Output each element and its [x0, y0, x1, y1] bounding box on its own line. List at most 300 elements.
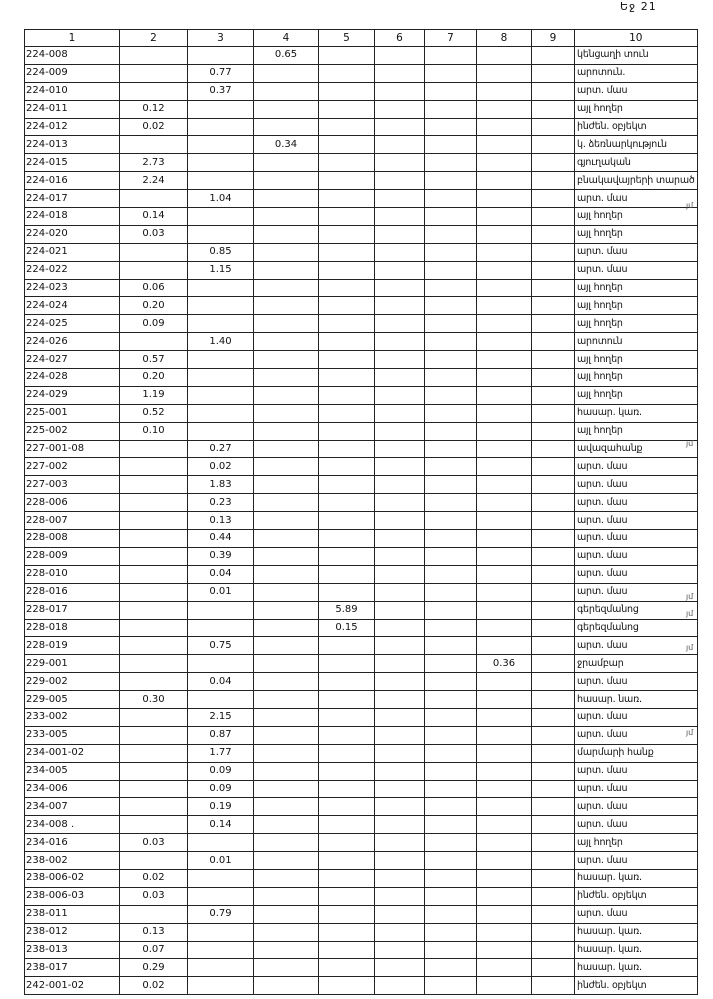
area-cell — [425, 547, 477, 565]
area-cell — [425, 118, 477, 136]
parcel-code-cell: 227-002 — [25, 458, 120, 476]
area-cell — [532, 512, 575, 530]
area-cell — [375, 619, 425, 637]
area-cell — [319, 762, 375, 780]
area-cell — [254, 333, 319, 351]
area-cell — [532, 118, 575, 136]
area-cell — [425, 315, 477, 333]
parcel-code-cell: 224-021 — [25, 243, 120, 261]
area-cell — [375, 261, 425, 279]
area-cell — [477, 887, 532, 905]
area-cell — [532, 82, 575, 100]
land-use-cell: արտ. մաս — [575, 494, 698, 512]
land-use-cell: այլ հողեր — [575, 208, 698, 226]
parcel-code-cell: 224-028 — [25, 369, 120, 387]
area-cell — [375, 762, 425, 780]
table-row — [25, 977, 698, 995]
land-use-cell: հասար. կառ. — [575, 941, 698, 959]
area-cell — [319, 64, 375, 82]
table-row — [25, 476, 698, 494]
land-use-cell: արտ. մաս — [575, 708, 698, 726]
area-cell — [477, 118, 532, 136]
table-row — [25, 726, 698, 744]
area-cell — [532, 422, 575, 440]
area-cell — [375, 225, 425, 243]
table-row — [25, 261, 698, 279]
table-row — [25, 941, 698, 959]
area-cell: 0.04 — [188, 673, 254, 691]
land-use-cell: այլ հողեր — [575, 369, 698, 387]
area-cell — [425, 404, 477, 422]
area-cell — [254, 923, 319, 941]
area-cell — [425, 798, 477, 816]
land-use-cell: արտ. մաս — [575, 816, 698, 834]
land-use-cell: գերեզմանոց — [575, 619, 698, 637]
parcel-code-cell: 227-003 — [25, 476, 120, 494]
column-header: 9 — [532, 30, 575, 47]
area-cell — [375, 154, 425, 172]
area-cell — [477, 333, 532, 351]
table-row — [25, 673, 698, 691]
area-cell — [120, 440, 188, 458]
land-use-cell: հասար. կառ. — [575, 959, 698, 977]
area-cell — [319, 494, 375, 512]
area-cell — [532, 601, 575, 619]
area-cell: 0.19 — [188, 798, 254, 816]
area-cell — [477, 476, 532, 494]
area-cell — [254, 887, 319, 905]
area-cell — [319, 458, 375, 476]
area-cell — [188, 136, 254, 154]
area-cell — [188, 941, 254, 959]
area-cell — [375, 637, 425, 655]
area-cell — [425, 744, 477, 762]
area-cell: 0.57 — [120, 351, 188, 369]
table-row — [25, 887, 698, 905]
area-cell — [477, 494, 532, 512]
area-cell: 0.06 — [120, 279, 188, 297]
area-cell: 0.39 — [188, 547, 254, 565]
area-cell — [375, 565, 425, 583]
parcel-code-cell: 229-002 — [25, 673, 120, 691]
area-cell — [375, 869, 425, 887]
area-cell — [188, 834, 254, 852]
area-cell — [254, 154, 319, 172]
area-cell — [375, 386, 425, 404]
area-cell — [477, 547, 532, 565]
area-cell — [319, 565, 375, 583]
area-cell — [254, 637, 319, 655]
area-cell — [254, 655, 319, 673]
table-row — [25, 780, 698, 798]
area-cell — [375, 959, 425, 977]
area-cell — [532, 744, 575, 762]
area-cell — [425, 422, 477, 440]
column-header: 3 — [188, 30, 254, 47]
area-cell — [319, 512, 375, 530]
area-cell — [120, 619, 188, 637]
area-cell: 1.15 — [188, 261, 254, 279]
area-cell — [319, 816, 375, 834]
area-cell — [477, 816, 532, 834]
area-cell — [375, 47, 425, 65]
land-use-cell: արոտուն — [575, 333, 698, 351]
margin-note: յմ — [686, 592, 694, 601]
area-cell — [188, 369, 254, 387]
area-cell — [477, 386, 532, 404]
area-cell — [319, 655, 375, 673]
area-cell — [319, 386, 375, 404]
area-cell — [254, 494, 319, 512]
area-cell — [319, 977, 375, 995]
table-row — [25, 64, 698, 82]
area-cell — [477, 458, 532, 476]
area-cell: 0.30 — [120, 691, 188, 709]
area-cell — [477, 691, 532, 709]
area-cell — [319, 780, 375, 798]
area-cell — [120, 512, 188, 530]
area-cell — [254, 547, 319, 565]
area-cell: 0.01 — [188, 852, 254, 870]
land-use-cell: արտ. մաս — [575, 673, 698, 691]
area-cell — [188, 47, 254, 65]
area-cell — [254, 583, 319, 601]
parcel-code-cell: 224-009 — [25, 64, 120, 82]
area-cell — [254, 208, 319, 226]
parcel-code-cell: 225-001 — [25, 404, 120, 422]
area-cell — [254, 744, 319, 762]
area-cell — [375, 583, 425, 601]
parcel-code-cell: 224-025 — [25, 315, 120, 333]
area-cell — [254, 834, 319, 852]
area-cell — [425, 852, 477, 870]
table-row — [25, 440, 698, 458]
area-cell — [120, 798, 188, 816]
area-cell — [375, 190, 425, 208]
area-cell — [254, 619, 319, 637]
parcel-code-cell: 238-012 — [25, 923, 120, 941]
table-row — [25, 225, 698, 243]
area-cell — [532, 172, 575, 190]
area-cell — [375, 404, 425, 422]
area-cell — [254, 422, 319, 440]
table-row — [25, 190, 698, 208]
land-use-cell: արտ. մաս — [575, 726, 698, 744]
margin-note: յմ — [686, 201, 694, 210]
area-cell — [375, 82, 425, 100]
area-cell — [477, 941, 532, 959]
area-cell — [120, 708, 188, 726]
area-cell — [254, 726, 319, 744]
area-cell — [532, 905, 575, 923]
area-cell — [120, 136, 188, 154]
area-cell — [425, 82, 477, 100]
area-cell: 0.02 — [120, 869, 188, 887]
land-register-table — [24, 29, 698, 995]
area-cell — [319, 369, 375, 387]
land-use-cell: արտ. մաս — [575, 512, 698, 530]
area-cell — [532, 547, 575, 565]
area-cell — [532, 655, 575, 673]
area-cell — [120, 673, 188, 691]
table-row — [25, 655, 698, 673]
table-row — [25, 369, 698, 387]
area-cell: 0.65 — [254, 47, 319, 65]
land-use-cell: արոտուն. — [575, 64, 698, 82]
area-cell — [375, 708, 425, 726]
area-cell — [425, 351, 477, 369]
area-cell — [254, 297, 319, 315]
area-cell — [375, 351, 425, 369]
table-row — [25, 297, 698, 315]
area-cell — [254, 440, 319, 458]
land-use-cell: հասար. նառ. — [575, 691, 698, 709]
area-cell — [532, 351, 575, 369]
area-cell — [477, 297, 532, 315]
area-cell — [120, 780, 188, 798]
area-cell — [375, 315, 425, 333]
column-header: 4 — [254, 30, 319, 47]
area-cell — [120, 243, 188, 261]
area-cell: 0.37 — [188, 82, 254, 100]
area-cell — [375, 369, 425, 387]
area-cell — [254, 351, 319, 369]
area-cell — [254, 279, 319, 297]
area-cell — [425, 154, 477, 172]
area-cell — [425, 869, 477, 887]
area-cell — [319, 225, 375, 243]
land-use-cell: այլ հողեր — [575, 386, 698, 404]
area-cell — [477, 190, 532, 208]
area-cell — [120, 583, 188, 601]
area-cell — [120, 726, 188, 744]
area-cell — [532, 100, 575, 118]
area-cell — [188, 225, 254, 243]
parcel-code-cell: 224-013 — [25, 136, 120, 154]
area-cell — [120, 530, 188, 548]
land-use-cell: արտ. մաս — [575, 243, 698, 261]
area-cell — [188, 100, 254, 118]
area-cell — [254, 941, 319, 959]
area-cell — [477, 440, 532, 458]
area-cell — [425, 565, 477, 583]
land-use-cell: մարմարի հանք — [575, 744, 698, 762]
area-cell — [477, 243, 532, 261]
area-cell — [532, 852, 575, 870]
area-cell — [120, 261, 188, 279]
area-cell — [375, 333, 425, 351]
area-cell — [254, 852, 319, 870]
parcel-code-cell: 224-026 — [25, 333, 120, 351]
table-row — [25, 154, 698, 172]
area-cell — [254, 369, 319, 387]
area-cell — [477, 225, 532, 243]
area-cell — [254, 977, 319, 995]
area-cell — [375, 941, 425, 959]
table-row — [25, 351, 698, 369]
parcel-code-cell: 224-016 — [25, 172, 120, 190]
area-cell — [425, 673, 477, 691]
area-cell — [319, 887, 375, 905]
area-cell — [319, 404, 375, 422]
area-cell — [120, 744, 188, 762]
table-row — [25, 386, 698, 404]
area-cell: 2.15 — [188, 708, 254, 726]
area-cell: 0.20 — [120, 369, 188, 387]
land-use-cell: հասար. կառ. — [575, 923, 698, 941]
area-cell: 0.02 — [188, 458, 254, 476]
table-row — [25, 100, 698, 118]
area-cell — [477, 708, 532, 726]
land-use-cell: ավազահանք — [575, 440, 698, 458]
area-cell — [375, 172, 425, 190]
area-cell — [477, 869, 532, 887]
area-cell — [188, 118, 254, 136]
area-cell — [425, 494, 477, 512]
area-cell: 0.36 — [477, 655, 532, 673]
area-cell — [477, 959, 532, 977]
area-cell — [375, 887, 425, 905]
area-cell — [477, 637, 532, 655]
table-row — [25, 744, 698, 762]
table-row — [25, 243, 698, 261]
area-cell — [477, 279, 532, 297]
area-cell — [375, 279, 425, 297]
parcel-code-cell: 234-016 — [25, 834, 120, 852]
table-row — [25, 458, 698, 476]
area-cell — [120, 637, 188, 655]
land-use-cell: արտ. մաս — [575, 780, 698, 798]
area-cell — [425, 386, 477, 404]
area-cell: 0.15 — [319, 619, 375, 637]
area-cell — [120, 64, 188, 82]
area-cell — [532, 369, 575, 387]
area-cell — [188, 154, 254, 172]
parcel-code-cell: 224-015 — [25, 154, 120, 172]
land-use-cell: հասար. կառ. — [575, 404, 698, 422]
area-cell — [319, 691, 375, 709]
parcel-code-cell: 233-005 — [25, 726, 120, 744]
area-cell — [188, 601, 254, 619]
area-cell — [319, 315, 375, 333]
parcel-code-cell: 224-022 — [25, 261, 120, 279]
area-cell: 0.13 — [120, 923, 188, 941]
area-cell — [425, 512, 477, 530]
area-cell — [477, 100, 532, 118]
parcel-code-cell: 233-002 — [25, 708, 120, 726]
table-row — [25, 816, 698, 834]
area-cell — [254, 708, 319, 726]
table-row — [25, 923, 698, 941]
land-use-cell: արտ. մաս — [575, 190, 698, 208]
area-cell — [120, 547, 188, 565]
area-cell — [375, 494, 425, 512]
area-cell — [532, 47, 575, 65]
area-cell — [254, 905, 319, 923]
area-cell — [425, 279, 477, 297]
parcel-code-cell: 238-002 — [25, 852, 120, 870]
area-cell — [120, 190, 188, 208]
parcel-code-cell: 242-001-02 — [25, 977, 120, 995]
area-cell: 0.13 — [188, 512, 254, 530]
area-cell — [319, 476, 375, 494]
area-cell — [375, 64, 425, 82]
land-use-cell: արտ. մաս — [575, 547, 698, 565]
area-cell: 1.04 — [188, 190, 254, 208]
area-cell — [120, 82, 188, 100]
area-cell — [477, 744, 532, 762]
area-cell — [188, 619, 254, 637]
parcel-code-cell: 238-006-02 — [25, 869, 120, 887]
area-cell — [319, 941, 375, 959]
area-cell — [188, 386, 254, 404]
area-cell — [188, 977, 254, 995]
area-cell — [188, 208, 254, 226]
area-cell — [532, 190, 575, 208]
area-cell — [532, 977, 575, 995]
area-cell — [319, 959, 375, 977]
area-cell — [254, 172, 319, 190]
area-cell — [319, 297, 375, 315]
area-cell — [319, 673, 375, 691]
table-row — [25, 494, 698, 512]
table-row — [25, 798, 698, 816]
area-cell — [477, 136, 532, 154]
area-cell — [188, 959, 254, 977]
area-cell — [532, 386, 575, 404]
area-cell — [375, 726, 425, 744]
area-cell — [532, 565, 575, 583]
area-cell — [319, 351, 375, 369]
area-cell: 0.14 — [120, 208, 188, 226]
land-use-cell: այլ հողեր — [575, 315, 698, 333]
land-use-cell: արտ. մաս — [575, 458, 698, 476]
area-cell — [532, 315, 575, 333]
area-cell — [254, 512, 319, 530]
margin-note: յմ — [686, 643, 694, 652]
table-row — [25, 852, 698, 870]
area-cell — [532, 494, 575, 512]
area-cell — [532, 243, 575, 261]
area-cell — [319, 547, 375, 565]
area-cell — [120, 565, 188, 583]
column-header: 10 — [575, 30, 698, 47]
area-cell — [477, 512, 532, 530]
area-cell — [375, 297, 425, 315]
parcel-code-cell: 228-019 — [25, 637, 120, 655]
area-cell — [532, 154, 575, 172]
land-use-cell: այլ հողեր — [575, 225, 698, 243]
area-cell — [425, 691, 477, 709]
area-cell — [254, 691, 319, 709]
area-cell — [254, 762, 319, 780]
parcel-code-cell: 238-017 — [25, 959, 120, 977]
area-cell — [532, 583, 575, 601]
area-cell — [188, 422, 254, 440]
land-use-cell: կ. ձեռնարկություն — [575, 136, 698, 154]
area-cell — [425, 136, 477, 154]
area-cell — [477, 583, 532, 601]
area-cell: 0.10 — [120, 422, 188, 440]
area-cell — [477, 726, 532, 744]
parcel-code-cell: 224-027 — [25, 351, 120, 369]
parcel-code-cell: 234-007 — [25, 798, 120, 816]
area-cell — [532, 834, 575, 852]
area-cell — [375, 601, 425, 619]
margin-annotations — [686, 0, 713, 999]
parcel-code-cell: 228-006 — [25, 494, 120, 512]
parcel-code-cell: 224-023 — [25, 279, 120, 297]
